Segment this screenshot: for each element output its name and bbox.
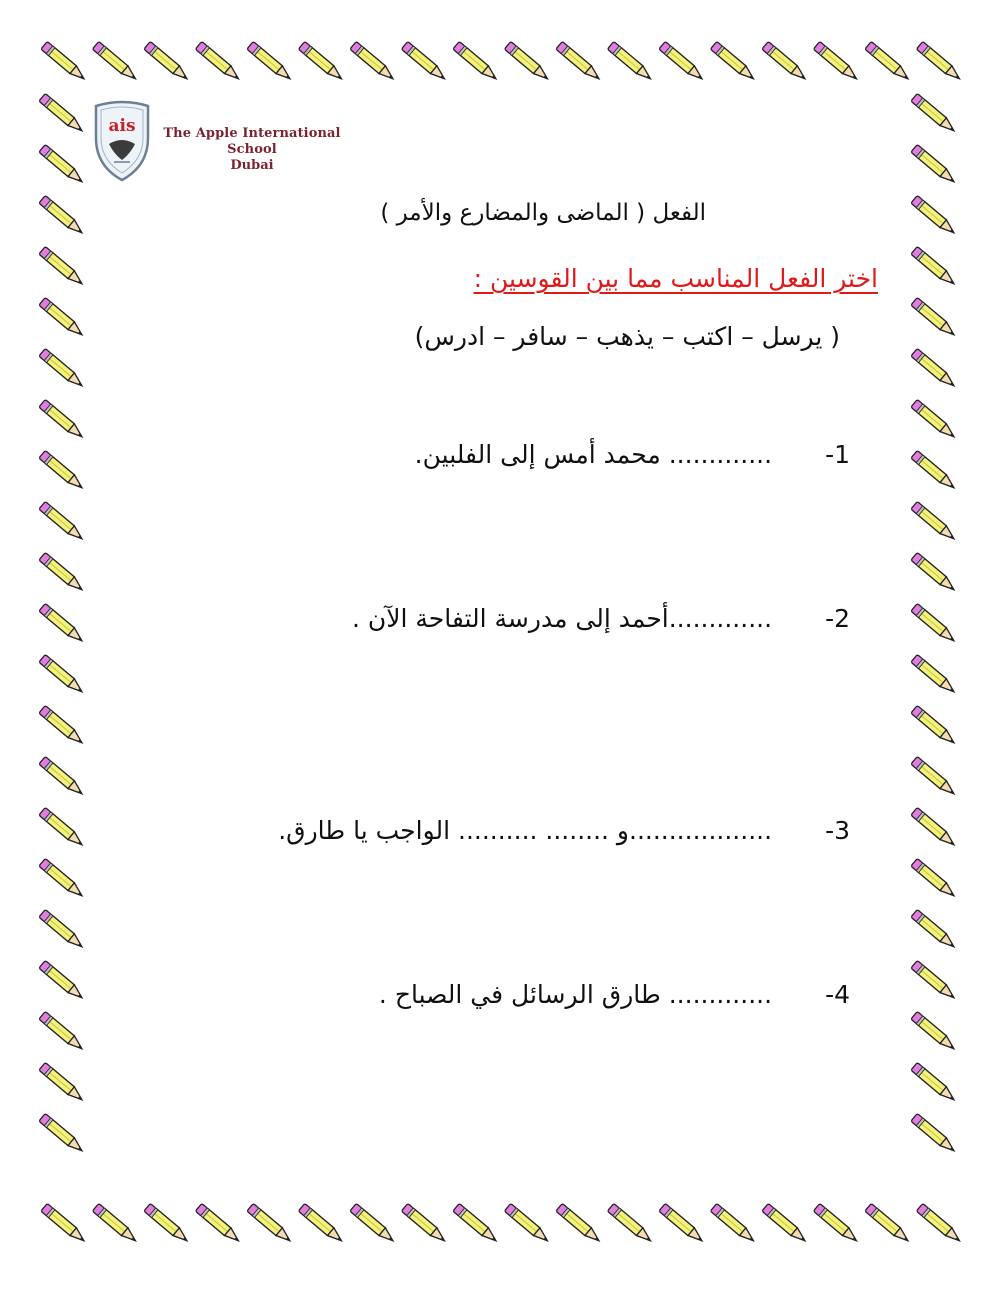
- pencil-icon: [504, 41, 550, 82]
- pencil-icon: [39, 756, 85, 797]
- pencil-icon: [865, 41, 911, 82]
- pencil-icon: [453, 41, 499, 82]
- pencil-icon: [39, 1113, 85, 1154]
- pencil-icon: [39, 399, 85, 440]
- pencil-icon: [247, 41, 293, 82]
- pencil-icon: [710, 41, 756, 82]
- pencil-icon: [39, 654, 85, 695]
- pencil-icon: [39, 705, 85, 746]
- question-number: 2-: [825, 604, 850, 633]
- question-number: 1-: [825, 440, 850, 469]
- pencil-icon: [911, 348, 957, 389]
- pencil-icon: [607, 41, 653, 82]
- pencil-icon: [39, 450, 85, 491]
- pencil-icon: [911, 654, 957, 695]
- question-text: ..................و ........ .......... الواجب يا طارق.: [278, 816, 773, 845]
- question-text: .............أحمد إلى مدرسة التفاحة الآن .: [351, 604, 773, 633]
- pencil-icon: [911, 909, 957, 950]
- pencil-icon: [911, 1011, 957, 1052]
- pencil-icon: [39, 603, 85, 644]
- school-name: The Apple International School: [163, 126, 341, 157]
- pencil-icon: [911, 552, 957, 593]
- question-2: [352, 604, 850, 633]
- pencil-icon: [39, 93, 85, 134]
- pencil-icon: [39, 807, 85, 848]
- pencil-icon: [298, 41, 344, 82]
- pencil-icon: [659, 41, 705, 82]
- pencil-icon: [39, 858, 85, 899]
- pencil-icon: [195, 1203, 241, 1244]
- school-logo: [92, 96, 352, 182]
- pencil-icon: [39, 501, 85, 542]
- pencil-icon: [911, 144, 957, 185]
- pencil-icon: [39, 144, 85, 185]
- pencil-icon: [39, 909, 85, 950]
- pencil-icon: [41, 41, 87, 82]
- pencil-icon: [911, 807, 957, 848]
- pencil-icon: [762, 41, 808, 82]
- pencil-icon: [813, 41, 859, 82]
- pencil-icon: [911, 246, 957, 287]
- question-3: [278, 816, 850, 845]
- pencil-icon: [911, 297, 957, 338]
- school-crest-icon: [92, 96, 152, 182]
- pencil-icon: [813, 1203, 859, 1244]
- worksheet-title: الفعل ( الماضى والمضارع والأمر ): [380, 200, 706, 226]
- pencil-icon: [401, 41, 447, 82]
- pencil-icon: [659, 1203, 705, 1244]
- pencil-icon: [39, 1011, 85, 1052]
- pencil-icon: [41, 1203, 87, 1244]
- pencil-icon: [556, 41, 602, 82]
- pencil-icon: [39, 348, 85, 389]
- pencil-icon: [911, 195, 957, 236]
- pencil-icon: [350, 41, 396, 82]
- pencil-icon: [916, 1203, 962, 1244]
- pencil-icon: [144, 1203, 190, 1244]
- pencil-icon: [350, 1203, 396, 1244]
- question-text: ............. طارق الرسائل في الصباح .: [378, 980, 773, 1009]
- logo-letters: ais: [108, 116, 136, 136]
- pencil-icon: [911, 399, 957, 440]
- pencil-icon: [911, 93, 957, 134]
- question-4: [379, 980, 850, 1009]
- pencil-icon: [504, 1203, 550, 1244]
- pencil-icon: [911, 960, 957, 1001]
- pencil-icon: [401, 1203, 447, 1244]
- school-city: Dubai: [230, 158, 274, 173]
- pencil-icon: [247, 1203, 293, 1244]
- pencil-icon: [39, 552, 85, 593]
- pencil-icon: [453, 1203, 499, 1244]
- pencil-icon: [911, 501, 957, 542]
- pencil-icon: [865, 1203, 911, 1244]
- pencil-icon: [298, 1203, 344, 1244]
- pencil-icon: [911, 1113, 957, 1154]
- pencil-icon: [911, 1062, 957, 1103]
- pencil-icon: [39, 1062, 85, 1103]
- pencil-icon: [39, 297, 85, 338]
- pencil-icon: [762, 1203, 808, 1244]
- pencil-icon: [39, 960, 85, 1001]
- pencil-icon: [92, 41, 138, 82]
- school-name-block: [154, 126, 350, 174]
- pencil-icon: [607, 1203, 653, 1244]
- pencil-icon: [911, 858, 957, 899]
- question-number: 3-: [825, 816, 850, 845]
- pencil-icon: [916, 41, 962, 82]
- pencil-icon: [92, 1203, 138, 1244]
- pencil-icon: [39, 246, 85, 287]
- instruction-text: اختر الفعل المناسب مما بين القوسين :: [473, 264, 878, 293]
- pencil-icon: [911, 603, 957, 644]
- pencil-icon: [911, 450, 957, 491]
- question-text: ............. محمد أمس إلى الفلبين.: [414, 440, 773, 469]
- pencil-icon: [911, 705, 957, 746]
- question-number: 4-: [825, 980, 850, 1009]
- word-bank: ( يرسل – اكتب – يذهب – سافر – ادرس): [414, 322, 840, 351]
- pencil-icon: [195, 41, 241, 82]
- pencil-icon: [556, 1203, 602, 1244]
- pencil-icon: [144, 41, 190, 82]
- question-1: [415, 440, 850, 469]
- pencil-icon: [39, 195, 85, 236]
- pencil-icon: [710, 1203, 756, 1244]
- pencil-icon: [911, 756, 957, 797]
